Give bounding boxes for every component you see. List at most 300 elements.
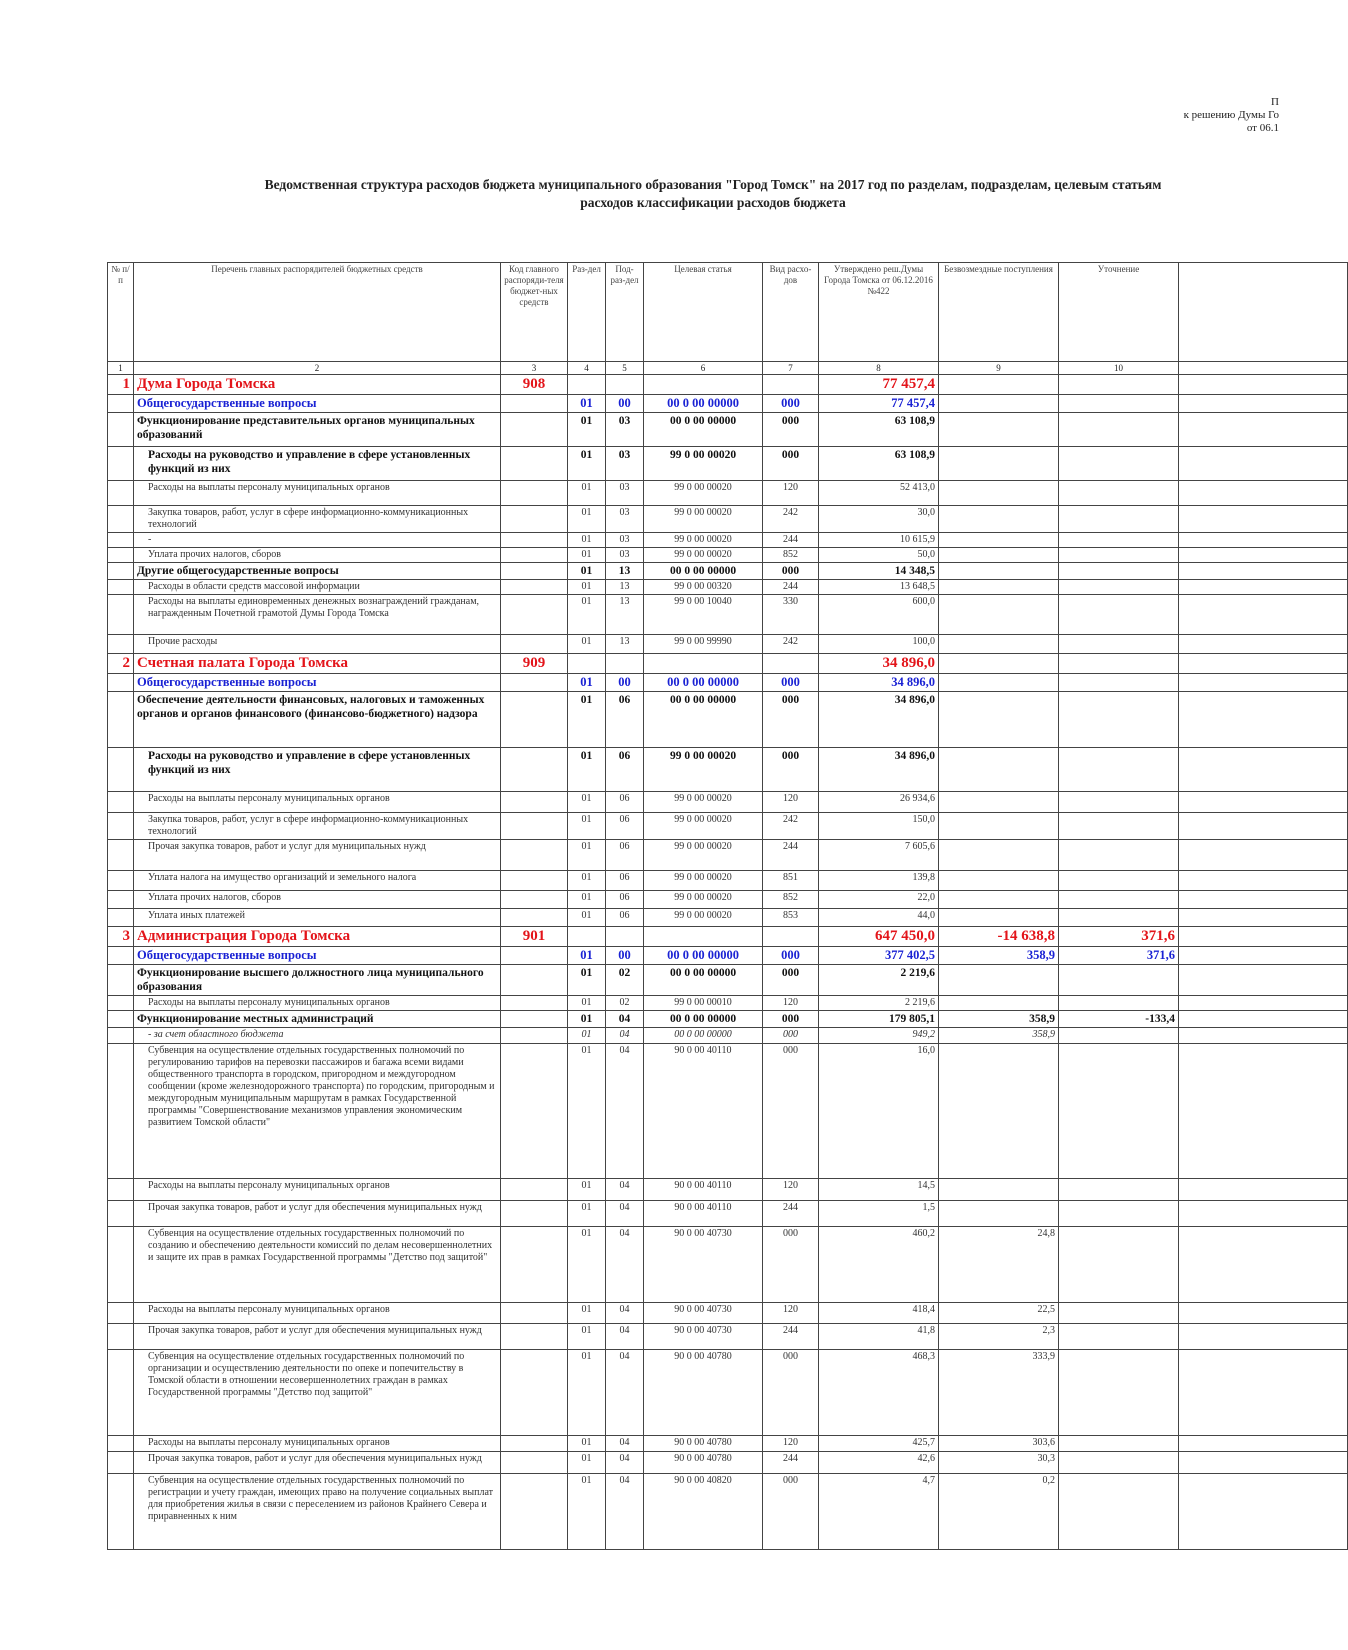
row-approved-amount: 34 896,0 [819, 692, 939, 748]
row-target-article: 00 0 00 00000 [644, 1028, 763, 1044]
row-target-article: 99 0 00 00020 [644, 548, 763, 563]
row-clarification-amount [1059, 891, 1179, 909]
approval-line-3: от 06.1 [1246, 122, 1279, 134]
row-gratuitous-amount [939, 1201, 1059, 1227]
row-target-article: 90 0 00 40780 [644, 1350, 763, 1436]
row-subsection: 00 [606, 674, 644, 692]
row-approved-amount: 50,0 [819, 548, 939, 563]
row-section: 01 [568, 595, 606, 635]
row-name: Счетная палата Города Томска [134, 654, 501, 674]
row-name: - за счет областного бюджета [134, 1028, 501, 1044]
row-subsection: 02 [606, 996, 644, 1011]
row-target-article: 00 0 00 00000 [644, 965, 763, 996]
row-gratuitous-amount: -14 638,8 [939, 927, 1059, 947]
row-extra-cell [1179, 506, 1348, 533]
row-clarification-amount [1059, 654, 1179, 674]
row-name: Прочая закупка товаров, работ и услуг для муниципальных нужд [134, 840, 501, 871]
row-gratuitous-amount [939, 548, 1059, 563]
table-row-p [108, 1201, 1348, 1227]
col-number: 6 [644, 362, 763, 375]
row-extra-cell [1179, 871, 1348, 891]
row-number [108, 840, 134, 871]
row-section: 01 [568, 413, 606, 447]
row-expense-type: 000 [763, 413, 819, 447]
row-number [108, 1324, 134, 1350]
row-expense-type: 000 [763, 965, 819, 996]
row-expense-type: 244 [763, 840, 819, 871]
table-row-p [108, 1044, 1348, 1179]
row-code [501, 1227, 568, 1303]
table-row-dept [108, 927, 1348, 947]
row-expense-type: 000 [763, 674, 819, 692]
row-subsection: 06 [606, 871, 644, 891]
row-expense-type: 000 [763, 1011, 819, 1028]
row-subsection: 02 [606, 965, 644, 996]
row-extra-cell [1179, 481, 1348, 506]
col-header-no: № п/п [108, 263, 134, 362]
row-extra-cell [1179, 1436, 1348, 1452]
table-row-p [108, 635, 1348, 654]
table-row-p [108, 506, 1348, 533]
row-expense-type: 244 [763, 1324, 819, 1350]
row-extra-cell [1179, 413, 1348, 447]
row-subsection: 06 [606, 909, 644, 927]
row-approved-amount: 418,4 [819, 1303, 939, 1324]
row-section [568, 375, 606, 395]
col-number: 7 [763, 362, 819, 375]
row-clarification-amount [1059, 1227, 1179, 1303]
row-number [108, 965, 134, 996]
row-gratuitous-amount [939, 965, 1059, 996]
row-target-article: 99 0 00 00020 [644, 447, 763, 481]
row-extra-cell [1179, 1201, 1348, 1227]
row-extra-cell [1179, 692, 1348, 748]
row-approved-amount: 468,3 [819, 1350, 939, 1436]
row-section: 01 [568, 563, 606, 580]
row-approved-amount: 30,0 [819, 506, 939, 533]
row-subsection: 03 [606, 413, 644, 447]
row-section: 01 [568, 1324, 606, 1350]
row-gratuitous-amount: 2,3 [939, 1324, 1059, 1350]
row-target-article: 99 0 00 00020 [644, 871, 763, 891]
table-row-p [108, 1179, 1348, 1201]
row-target-article: 99 0 00 00020 [644, 840, 763, 871]
row-target-article: 00 0 00 00000 [644, 563, 763, 580]
row-approved-amount: 460,2 [819, 1227, 939, 1303]
row-gratuitous-amount [939, 635, 1059, 654]
row-name: Прочая закупка товаров, работ и услуг для обеспечения муниципальных нужд [134, 1324, 501, 1350]
row-gratuitous-amount: 24,8 [939, 1227, 1059, 1303]
row-clarification-amount: -133,4 [1059, 1011, 1179, 1028]
row-target-article: 99 0 00 00020 [644, 506, 763, 533]
row-expense-type: 120 [763, 1303, 819, 1324]
table-row-p [108, 548, 1348, 563]
row-clarification-amount [1059, 840, 1179, 871]
row-name: Закупка товаров, работ, услуг в сфере информационно-коммуникационных технологий [134, 506, 501, 533]
col-number: 8 [819, 362, 939, 375]
row-target-article: 90 0 00 40780 [644, 1436, 763, 1452]
row-target-article: 00 0 00 00000 [644, 395, 763, 413]
col-number: 5 [606, 362, 644, 375]
row-code [501, 563, 568, 580]
row-name: Дума Города Томска [134, 375, 501, 395]
row-number [108, 909, 134, 927]
row-subsection: 13 [606, 563, 644, 580]
row-number [108, 548, 134, 563]
row-gratuitous-amount [939, 1044, 1059, 1179]
row-number [108, 395, 134, 413]
row-gratuitous-amount [939, 909, 1059, 927]
row-target-article: 99 0 00 00020 [644, 909, 763, 927]
row-extra-cell [1179, 840, 1348, 871]
row-approved-amount: 14,5 [819, 1179, 939, 1201]
row-gratuitous-amount [939, 996, 1059, 1011]
row-code [501, 1452, 568, 1474]
row-clarification-amount [1059, 595, 1179, 635]
row-expense-type: 000 [763, 748, 819, 792]
row-extra-cell [1179, 965, 1348, 996]
row-target-article: 99 0 00 00010 [644, 996, 763, 1011]
row-number: 3 [108, 927, 134, 947]
row-expense-type: 244 [763, 533, 819, 548]
row-extra-cell [1179, 947, 1348, 965]
row-extra-cell [1179, 447, 1348, 481]
row-code [501, 1201, 568, 1227]
row-expense-type: 120 [763, 1436, 819, 1452]
row-gratuitous-amount [939, 792, 1059, 813]
row-clarification-amount [1059, 563, 1179, 580]
row-extra-cell [1179, 1011, 1348, 1028]
table-row-dept [108, 654, 1348, 674]
row-approved-amount: 425,7 [819, 1436, 939, 1452]
row-code [501, 692, 568, 748]
row-gratuitous-amount [939, 533, 1059, 548]
row-name: Обеспечение деятельности финансовых, налоговых и таможенных органов и органов финансового (финансово-бюджетного) надзора [134, 692, 501, 748]
row-target-article: 99 0 00 99990 [644, 635, 763, 654]
row-subsection: 06 [606, 748, 644, 792]
row-gratuitous-amount [939, 813, 1059, 840]
row-target-article: 99 0 00 10040 [644, 595, 763, 635]
row-code [501, 595, 568, 635]
row-expense-type: 242 [763, 813, 819, 840]
row-code [501, 533, 568, 548]
row-code [501, 996, 568, 1011]
col-number: 10 [1059, 362, 1179, 375]
row-clarification-amount [1059, 1028, 1179, 1044]
row-section [568, 654, 606, 674]
row-name: Расходы на выплаты персоналу муниципальных органов [134, 1436, 501, 1452]
row-section: 01 [568, 481, 606, 506]
col-number: 1 [108, 362, 134, 375]
col-header-clarification: Уточнение [1059, 263, 1179, 362]
row-section: 01 [568, 1227, 606, 1303]
row-section: 01 [568, 674, 606, 692]
row-name: Субвенция на осуществление отдельных государственных полномочий по регулированию тарифов на перевозки пассажиров и багажа всеми видами общественного транспорта в городском, пригородном и междугородном сообщении (кроме железнодорожного транспорта) по городским, пригородным и междугородным муниципальным маршрутам в рамках Государственной программы "Совершенствование механизмов управления экономическим развитием Томской области" [134, 1044, 501, 1179]
row-expense-type: 120 [763, 996, 819, 1011]
row-clarification-amount [1059, 580, 1179, 595]
table-row-b [108, 413, 1348, 447]
row-gratuitous-amount [939, 447, 1059, 481]
col-number: 3 [501, 362, 568, 375]
budget-table [107, 262, 1348, 1550]
table-row-sec [108, 395, 1348, 413]
row-section: 01 [568, 947, 606, 965]
row-subsection: 00 [606, 947, 644, 965]
row-clarification-amount: 371,6 [1059, 927, 1179, 947]
row-subsection: 06 [606, 792, 644, 813]
row-expense-type: 000 [763, 563, 819, 580]
row-number [108, 871, 134, 891]
row-subsection: 00 [606, 395, 644, 413]
row-section: 01 [568, 813, 606, 840]
row-number [108, 996, 134, 1011]
row-subsection: 04 [606, 1227, 644, 1303]
row-approved-amount: 77 457,4 [819, 395, 939, 413]
approval-header [1184, 96, 1279, 135]
row-approved-amount: 42,6 [819, 1452, 939, 1474]
row-subsection: 04 [606, 1350, 644, 1436]
row-clarification-amount [1059, 965, 1179, 996]
row-expense-type: 242 [763, 635, 819, 654]
row-gratuitous-amount [939, 506, 1059, 533]
row-approved-amount: 949,2 [819, 1028, 939, 1044]
row-approved-amount: 16,0 [819, 1044, 939, 1179]
row-section: 01 [568, 1474, 606, 1550]
row-number [108, 595, 134, 635]
row-subsection: 03 [606, 548, 644, 563]
row-name: Прочие расходы [134, 635, 501, 654]
row-section: 01 [568, 909, 606, 927]
row-code [501, 947, 568, 965]
row-gratuitous-amount [939, 674, 1059, 692]
row-approved-amount: 179 805,1 [819, 1011, 939, 1028]
row-code [501, 840, 568, 871]
table-row-p [108, 996, 1348, 1011]
row-number [108, 1179, 134, 1201]
row-approved-amount: 63 108,9 [819, 447, 939, 481]
row-extra-cell [1179, 580, 1348, 595]
row-number [108, 692, 134, 748]
row-expense-type: 244 [763, 580, 819, 595]
row-target-article: 90 0 00 40820 [644, 1474, 763, 1550]
table-row-p [108, 792, 1348, 813]
col-number: 2 [134, 362, 501, 375]
row-target-article: 00 0 00 00000 [644, 692, 763, 748]
row-section: 01 [568, 1303, 606, 1324]
row-approved-amount: 34 896,0 [819, 674, 939, 692]
row-clarification-amount [1059, 748, 1179, 792]
row-approved-amount: 26 934,6 [819, 792, 939, 813]
row-gratuitous-amount [939, 654, 1059, 674]
row-extra-cell [1179, 792, 1348, 813]
row-number [108, 447, 134, 481]
document-title-line-1: Ведомственная структура расходов бюджета муниципального образования "Город Томск" на 2017 год по разделам, подразделам, целевым статьям [264, 177, 1162, 192]
row-section: 01 [568, 580, 606, 595]
table-row-dept [108, 375, 1348, 395]
row-clarification-amount [1059, 635, 1179, 654]
row-name: Администрация Города Томска [134, 927, 501, 947]
row-gratuitous-amount [939, 840, 1059, 871]
row-approved-amount: 52 413,0 [819, 481, 939, 506]
row-gratuitous-amount: 0,2 [939, 1474, 1059, 1550]
row-gratuitous-amount [939, 481, 1059, 506]
row-name: Субвенция на осуществление отдельных государственных полномочий по регистрации и учету граждан, имеющих право на получение социальных выплат для приобретения жилья в связи с переселением из районов Крайнего Севера и приравненных к ним [134, 1474, 501, 1550]
row-expense-type [763, 927, 819, 947]
row-target-article [644, 375, 763, 395]
row-expense-type: 244 [763, 1452, 819, 1474]
row-extra-cell [1179, 1179, 1348, 1201]
row-approved-amount: 14 348,5 [819, 563, 939, 580]
row-target-article: 90 0 00 40110 [644, 1179, 763, 1201]
row-target-article: 99 0 00 00320 [644, 580, 763, 595]
row-approved-amount: 139,8 [819, 871, 939, 891]
row-subsection: 04 [606, 1452, 644, 1474]
row-approved-amount: 7 605,6 [819, 840, 939, 871]
row-extra-cell [1179, 909, 1348, 927]
table-row-p [108, 1227, 1348, 1303]
row-approved-amount: 150,0 [819, 813, 939, 840]
table-body [108, 375, 1348, 1550]
row-target-article: 99 0 00 00020 [644, 481, 763, 506]
row-gratuitous-amount: 358,9 [939, 947, 1059, 965]
row-name: Расходы на выплаты персоналу муниципальных органов [134, 1303, 501, 1324]
row-target-article: 90 0 00 40730 [644, 1227, 763, 1303]
col-number: 9 [939, 362, 1059, 375]
table-row-p [108, 1436, 1348, 1452]
approval-line-1: П [1271, 96, 1279, 108]
row-subsection: 04 [606, 1028, 644, 1044]
row-subsection: 03 [606, 447, 644, 481]
row-code [501, 1044, 568, 1179]
table-row-b [108, 447, 1348, 481]
row-extra-cell [1179, 635, 1348, 654]
row-expense-type: 120 [763, 481, 819, 506]
row-section: 01 [568, 871, 606, 891]
row-gratuitous-amount [939, 891, 1059, 909]
row-subsection: 03 [606, 533, 644, 548]
row-subsection: 04 [606, 1474, 644, 1550]
row-expense-type: 000 [763, 1474, 819, 1550]
row-clarification-amount [1059, 1303, 1179, 1324]
row-name: Функционирование представительных органов муниципальных образований [134, 413, 501, 447]
row-target-article: 99 0 00 00020 [644, 813, 763, 840]
table-row-b [108, 748, 1348, 792]
col-header-gratuitous: Безвозмездные поступления [939, 263, 1059, 362]
table-row-b [108, 965, 1348, 996]
row-section: 01 [568, 395, 606, 413]
row-number [108, 748, 134, 792]
row-name: Расходы на выплаты персоналу муниципальных органов [134, 792, 501, 813]
row-subsection: 13 [606, 580, 644, 595]
row-name: Прочая закупка товаров, работ и услуг для обеспечения муниципальных нужд [134, 1201, 501, 1227]
row-gratuitous-amount: 303,6 [939, 1436, 1059, 1452]
row-code [501, 1028, 568, 1044]
row-section: 01 [568, 1201, 606, 1227]
row-target-article: 00 0 00 00000 [644, 1011, 763, 1028]
row-clarification-amount [1059, 1201, 1179, 1227]
row-extra-cell [1179, 1452, 1348, 1474]
row-name: Расходы на выплаты персоналу муниципальных органов [134, 996, 501, 1011]
row-extra-cell [1179, 748, 1348, 792]
row-section: 01 [568, 996, 606, 1011]
table-row-p [108, 580, 1348, 595]
row-name: Расходы на выплаты персоналу муниципальных органов [134, 481, 501, 506]
row-approved-amount: 100,0 [819, 635, 939, 654]
row-code [501, 548, 568, 563]
row-section: 01 [568, 891, 606, 909]
row-number [108, 481, 134, 506]
row-section: 01 [568, 447, 606, 481]
row-target-article: 99 0 00 00020 [644, 891, 763, 909]
table-row-b [108, 563, 1348, 580]
table-row-sec [108, 947, 1348, 965]
table-row-i [108, 1028, 1348, 1044]
row-name: - [134, 533, 501, 548]
row-number [108, 674, 134, 692]
row-subsection: 06 [606, 692, 644, 748]
row-approved-amount: 22,0 [819, 891, 939, 909]
row-clarification-amount [1059, 996, 1179, 1011]
row-clarification-amount [1059, 1324, 1179, 1350]
row-name: Расходы в области средств массовой информации [134, 580, 501, 595]
table-row-p [108, 595, 1348, 635]
row-expense-type [763, 654, 819, 674]
row-target-article: 00 0 00 00000 [644, 947, 763, 965]
row-expense-type: 000 [763, 1350, 819, 1436]
row-number: 2 [108, 654, 134, 674]
row-gratuitous-amount [939, 692, 1059, 748]
row-extra-cell [1179, 1474, 1348, 1550]
row-subsection: 04 [606, 1324, 644, 1350]
row-target-article: 90 0 00 40780 [644, 1452, 763, 1474]
row-extra-cell [1179, 813, 1348, 840]
row-section: 01 [568, 533, 606, 548]
row-extra-cell [1179, 1227, 1348, 1303]
row-expense-type: 000 [763, 447, 819, 481]
row-extra-cell [1179, 1303, 1348, 1324]
row-clarification-amount [1059, 548, 1179, 563]
row-number [108, 1474, 134, 1550]
row-clarification-amount [1059, 506, 1179, 533]
row-approved-amount: 1,5 [819, 1201, 939, 1227]
row-section: 01 [568, 1011, 606, 1028]
row-subsection: 06 [606, 840, 644, 871]
row-number [108, 1028, 134, 1044]
row-code [501, 1011, 568, 1028]
row-clarification-amount [1059, 871, 1179, 891]
row-section: 01 [568, 1436, 606, 1452]
row-clarification-amount [1059, 1474, 1179, 1550]
col-header-code: Код главного распоряди-теля бюджет-ных средств [501, 263, 568, 362]
row-code [501, 909, 568, 927]
row-target-article: 99 0 00 00020 [644, 792, 763, 813]
row-clarification-amount [1059, 413, 1179, 447]
row-approved-amount: 600,0 [819, 595, 939, 635]
row-clarification-amount [1059, 909, 1179, 927]
row-clarification-amount [1059, 674, 1179, 692]
row-name: Общегосударственные вопросы [134, 947, 501, 965]
row-clarification-amount [1059, 447, 1179, 481]
row-section: 01 [568, 1179, 606, 1201]
row-gratuitous-amount [939, 871, 1059, 891]
row-extra-cell [1179, 1350, 1348, 1436]
row-subsection: 04 [606, 1044, 644, 1179]
row-expense-type: 244 [763, 1201, 819, 1227]
row-code [501, 481, 568, 506]
row-code [501, 1303, 568, 1324]
col-header-extra [1179, 263, 1348, 362]
row-subsection: 13 [606, 635, 644, 654]
